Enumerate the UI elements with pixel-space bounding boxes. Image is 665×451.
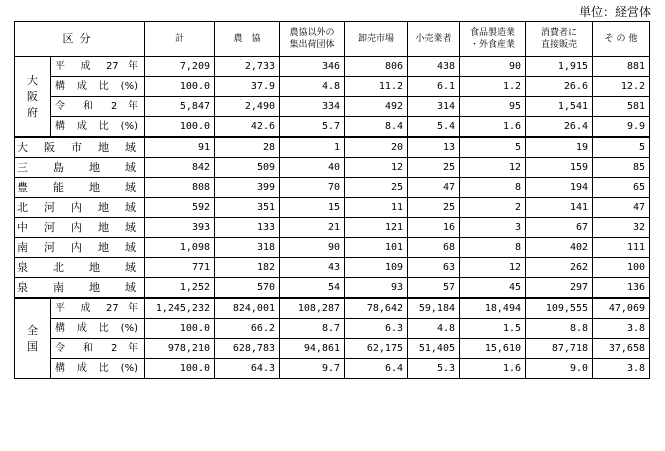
header-row xyxy=(15,22,650,57)
table-cell: 318 xyxy=(215,238,280,258)
table-cell: 15 xyxy=(280,198,345,218)
table-cell: 1.5 xyxy=(460,319,526,339)
table-cell: 806 xyxy=(345,57,408,77)
region-label: 大阪市地域 xyxy=(15,137,145,158)
table-cell: 136 xyxy=(593,278,650,299)
table-row xyxy=(15,137,650,158)
table-cell: 393 xyxy=(145,218,215,238)
region-label: 中河内地域 xyxy=(15,218,145,238)
table-cell: 47 xyxy=(593,198,650,218)
table-cell: 5.7 xyxy=(280,117,345,138)
table-cell: 9.9 xyxy=(593,117,650,138)
table-cell: 16 xyxy=(408,218,460,238)
table-cell: 1 xyxy=(280,137,345,158)
table-cell: 12 xyxy=(460,258,526,278)
table-cell: 108,287 xyxy=(280,298,345,319)
table-row xyxy=(15,258,650,278)
unit-label: 単位：経営体 xyxy=(578,5,651,19)
table-cell: 1,245,232 xyxy=(145,298,215,319)
table-cell: 87,718 xyxy=(526,339,593,359)
table-cell: 438 xyxy=(408,57,460,77)
table-cell: 570 xyxy=(215,278,280,299)
table-row xyxy=(15,117,650,138)
table-cell: 5.4 xyxy=(408,117,460,138)
table-cell: 1,252 xyxy=(145,278,215,299)
table-cell: 11.2 xyxy=(345,77,408,97)
table-row xyxy=(15,198,650,218)
table-cell: 66.2 xyxy=(215,319,280,339)
table-cell: 194 xyxy=(526,178,593,198)
table-cell: 1.6 xyxy=(460,117,526,138)
table-cell: 3 xyxy=(460,218,526,238)
table-cell: 8 xyxy=(460,178,526,198)
table-cell: 45 xyxy=(460,278,526,299)
table-cell: 262 xyxy=(526,258,593,278)
table-row xyxy=(15,57,650,77)
table-row xyxy=(15,339,650,359)
table-cell: 509 xyxy=(215,158,280,178)
table-cell: 78,642 xyxy=(345,298,408,319)
table-cell: 28 xyxy=(215,137,280,158)
table-cell: 111 xyxy=(593,238,650,258)
table-cell: 978,210 xyxy=(145,339,215,359)
table-cell: 1,098 xyxy=(145,238,215,258)
table-cell: 3.8 xyxy=(593,319,650,339)
table-cell: 5 xyxy=(593,137,650,158)
table-cell: 85 xyxy=(593,158,650,178)
table-row xyxy=(15,77,650,97)
table-cell: 19 xyxy=(526,137,593,158)
table-cell: 42.6 xyxy=(215,117,280,138)
table-cell: 68 xyxy=(408,238,460,258)
header-col: 卸売市場 xyxy=(345,22,408,57)
table-cell: 297 xyxy=(526,278,593,299)
table-row xyxy=(15,278,650,299)
table-cell: 67 xyxy=(526,218,593,238)
table-cell: 8.8 xyxy=(526,319,593,339)
table-cell: 4.8 xyxy=(408,319,460,339)
table-cell: 26.6 xyxy=(526,77,593,97)
table-cell: 62,175 xyxy=(345,339,408,359)
table-cell: 25 xyxy=(408,158,460,178)
table-cell: 771 xyxy=(145,258,215,278)
table-cell: 40 xyxy=(280,158,345,178)
table-cell: 91 xyxy=(145,137,215,158)
header-col: 消費者に 直接販売 xyxy=(526,22,593,57)
table-cell: 402 xyxy=(526,238,593,258)
table-cell: 133 xyxy=(215,218,280,238)
table-cell: 5 xyxy=(460,137,526,158)
table-cell: 351 xyxy=(215,198,280,218)
table-cell: 100.0 xyxy=(145,77,215,97)
header-col: 食品製造業 ・外食産業 xyxy=(460,22,526,57)
table-row xyxy=(15,97,650,117)
table-cell: 18,494 xyxy=(460,298,526,319)
table-cell: 90 xyxy=(460,57,526,77)
table-cell: 109,555 xyxy=(526,298,593,319)
table-cell: 881 xyxy=(593,57,650,77)
table-row xyxy=(15,158,650,178)
row-label: 構成比(%) xyxy=(51,319,145,339)
table-cell: 101 xyxy=(345,238,408,258)
table-cell: 3.8 xyxy=(593,359,650,379)
table-cell: 70 xyxy=(280,178,345,198)
table-cell: 6.4 xyxy=(345,359,408,379)
table-cell: 100 xyxy=(593,258,650,278)
table-cell: 37.9 xyxy=(215,77,280,97)
header-col: そ の 他 xyxy=(593,22,650,57)
table-cell: 100.0 xyxy=(145,117,215,138)
table-cell: 90 xyxy=(280,238,345,258)
header-col: 農 協 xyxy=(215,22,280,57)
table-cell: 159 xyxy=(526,158,593,178)
table-cell: 4.8 xyxy=(280,77,345,97)
table-cell: 25 xyxy=(408,198,460,218)
region-label: 泉北地域 xyxy=(15,258,145,278)
table-row xyxy=(15,319,650,339)
table-cell: 95 xyxy=(460,97,526,117)
table-cell: 1.2 xyxy=(460,77,526,97)
table-cell: 121 xyxy=(345,218,408,238)
table-cell: 1,541 xyxy=(526,97,593,117)
table-cell: 100.0 xyxy=(145,319,215,339)
table-cell: 21 xyxy=(280,218,345,238)
header-category: 区分 xyxy=(15,22,145,57)
table-cell: 334 xyxy=(280,97,345,117)
table-cell: 842 xyxy=(145,158,215,178)
table-cell: 47 xyxy=(408,178,460,198)
table-row xyxy=(15,178,650,198)
table-cell: 8 xyxy=(460,238,526,258)
row-label: 令 和 2 年 xyxy=(51,97,145,117)
table-cell: 5.3 xyxy=(408,359,460,379)
region-label: 泉南地域 xyxy=(15,278,145,299)
table-cell: 9.0 xyxy=(526,359,593,379)
table-cell: 182 xyxy=(215,258,280,278)
table-cell: 37,658 xyxy=(593,339,650,359)
table-cell: 8.4 xyxy=(345,117,408,138)
table-cell: 13 xyxy=(408,137,460,158)
table-cell: 592 xyxy=(145,198,215,218)
row-label: 平 成 27 年 xyxy=(51,298,145,319)
row-label: 構成比(%) xyxy=(51,117,145,138)
table-cell: 64.3 xyxy=(215,359,280,379)
region-label: 三島地域 xyxy=(15,158,145,178)
table-cell: 25 xyxy=(345,178,408,198)
table-cell: 15,610 xyxy=(460,339,526,359)
table-cell: 65 xyxy=(593,178,650,198)
table-cell: 93 xyxy=(345,278,408,299)
table-cell: 47,069 xyxy=(593,298,650,319)
header-col: 小売業者 xyxy=(408,22,460,57)
row-label: 構成比(%) xyxy=(51,77,145,97)
table-cell: 51,405 xyxy=(408,339,460,359)
table-cell: 492 xyxy=(345,97,408,117)
table-cell: 1,915 xyxy=(526,57,593,77)
table-cell: 26.4 xyxy=(526,117,593,138)
table-cell: 32 xyxy=(593,218,650,238)
table-cell: 1.6 xyxy=(460,359,526,379)
table-cell: 824,001 xyxy=(215,298,280,319)
table-row xyxy=(15,359,650,379)
row-label: 令 和 2 年 xyxy=(51,339,145,359)
table-cell: 346 xyxy=(280,57,345,77)
region-label: 南河内地域 xyxy=(15,238,145,258)
table-cell: 20 xyxy=(345,137,408,158)
table-cell: 63 xyxy=(408,258,460,278)
table-cell: 6.1 xyxy=(408,77,460,97)
table-row xyxy=(15,238,650,258)
table-cell: 59,184 xyxy=(408,298,460,319)
region-label: 北河内地域 xyxy=(15,198,145,218)
table-cell: 9.7 xyxy=(280,359,345,379)
table-row xyxy=(15,298,650,319)
table-cell: 57 xyxy=(408,278,460,299)
group-label-national: 全 国 xyxy=(15,298,51,379)
table-cell: 109 xyxy=(345,258,408,278)
table-cell: 141 xyxy=(526,198,593,218)
table-cell: 5,847 xyxy=(145,97,215,117)
table-cell: 399 xyxy=(215,178,280,198)
table-cell: 11 xyxy=(345,198,408,218)
table-cell: 628,783 xyxy=(215,339,280,359)
table-cell: 2,490 xyxy=(215,97,280,117)
table-cell: 581 xyxy=(593,97,650,117)
table-cell: 12.2 xyxy=(593,77,650,97)
table-cell: 43 xyxy=(280,258,345,278)
table-cell: 94,861 xyxy=(280,339,345,359)
table-cell: 6.3 xyxy=(345,319,408,339)
group-label-osaka: 大 阪 府 xyxy=(15,57,51,138)
table-cell: 54 xyxy=(280,278,345,299)
table-cell: 2 xyxy=(460,198,526,218)
table-row xyxy=(15,218,650,238)
table-cell: 808 xyxy=(145,178,215,198)
table-cell: 12 xyxy=(345,158,408,178)
region-label: 豊能地域 xyxy=(15,178,145,198)
table-cell: 100.0 xyxy=(145,359,215,379)
data-table xyxy=(14,21,650,379)
table-cell: 8.7 xyxy=(280,319,345,339)
header-col: 農協以外の 集出荷団体 xyxy=(280,22,345,57)
table-cell: 2,733 xyxy=(215,57,280,77)
row-label: 平 成 27 年 xyxy=(51,57,145,77)
row-label: 構成比(%) xyxy=(51,359,145,379)
table-cell: 7,209 xyxy=(145,57,215,77)
table-cell: 12 xyxy=(460,158,526,178)
table-cell: 314 xyxy=(408,97,460,117)
header-col: 計 xyxy=(145,22,215,57)
